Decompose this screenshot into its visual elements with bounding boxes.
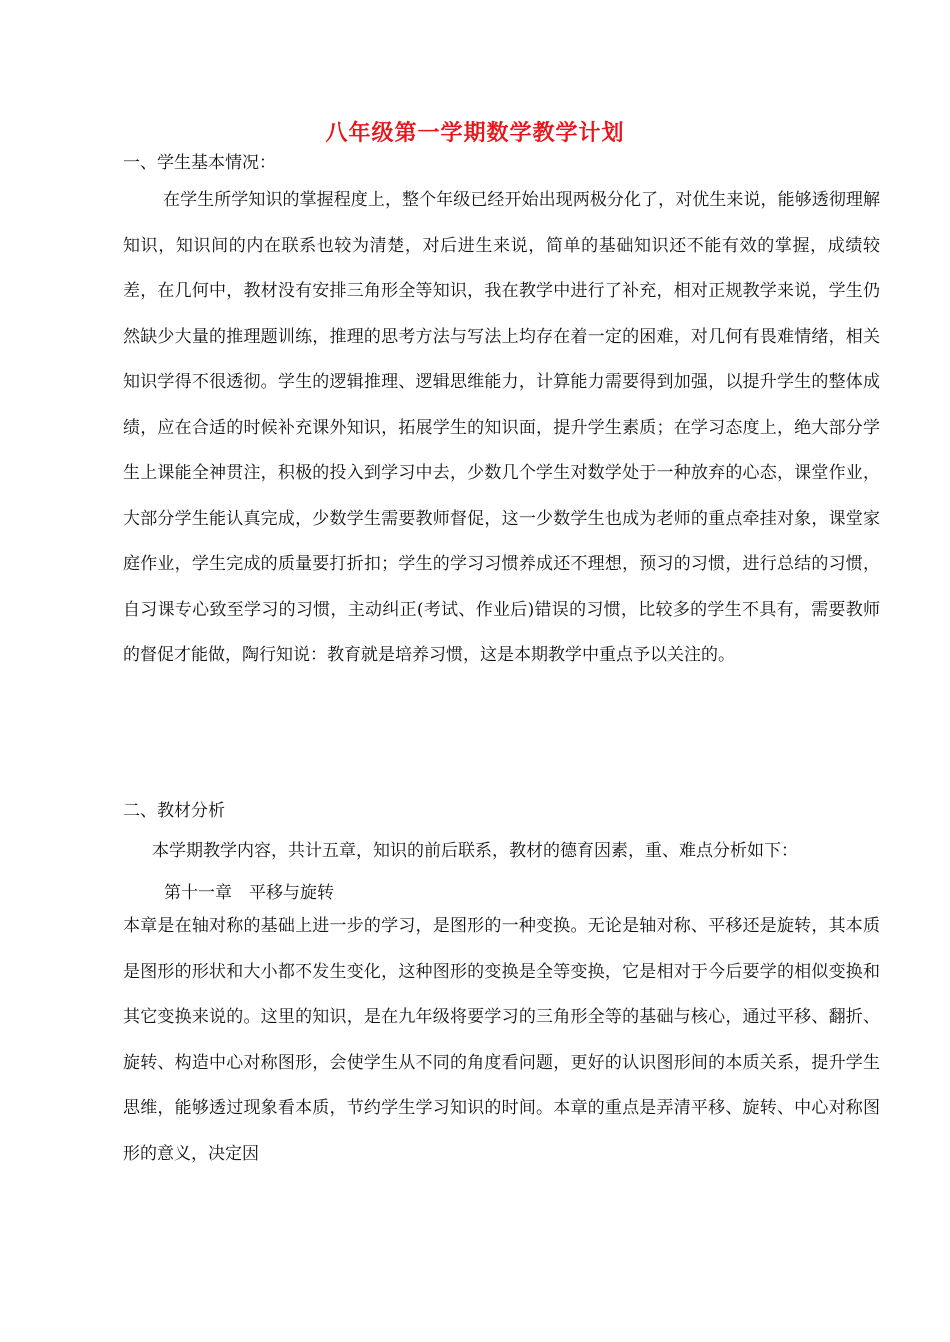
chapter-11-title: 第十一章 平移与旋转 [164, 883, 334, 903]
textbook-analysis-intro: 本学期教学内容，共计五章，知识的前后联系，教材的德育因素，重、难点分析如下： [152, 841, 798, 861]
chapter-11-paragraph: 本章是在轴对称的基础上进一步的学习，是图形的一种变换。无论是轴对称、平移还是旋转，其本质是图形的形状和大小都不发生变化，这种图形的变换是全等变换，它是相对于今后要学的相似变换和其它变换来说的。这里的知识，是在九年级将要学习的三角形全等的基础与核心，通过平移、翻折、旋转、构造中心对称图形，会使学生从不同的角度看问题，更好的认识图形间的本质关系，提升学生思维，能够透过现象看本质，节约学生学习知识的时间。本章的重点是弄清平移、旋转、中心对称图形的意义，决定因 [123, 916, 880, 1164]
student-situation-paragraph: 在学生所学知识的掌握程度上，整个年级已经开始出现两极分化了，对优生来说，能够透彻理解知识，知识间的内在联系也较为清楚，对后进生来说，简单的基础知识还不能有效的掌握，成绩较差，在几何中，教材没有安排三角形全等知识，我在教学中进行了补充，相对正规教学来说，学生仍然缺少大量的推理题训练，推理的思考方法与写法上均存在着一定的困难，对几何有畏难情绪，相关知识学得不很透彻。学生的逻辑推理、逻辑思维能力，计算能力需要得到加强，以提升学生的整体成绩，应在合适的时候补充课外知识，拓展学生的知识面，提升学生素质；在学习态度上，绝大部分学生上课能全神贯注，积极的投入到学习中去，少数几个学生对数学处于一种放弃的心态，课堂作业，大部分学生能认真完成，少数学生需要教师督促，这一少数学生也成为老师的重点牵挂对象，课堂家庭作业，学生完成的质量要打折扣；学生的学习习惯养成还不理想，预习的习惯，进行总结的习惯，自习课专心致至学习的习惯，主动纠正(考试、作业后)错误的习惯，比较多的学生不具有，需要教师的督促才能做，陶行知说：教育就是培养习惯，这是本期教学中重点予以关注的。 [123, 190, 880, 665]
document-title: 八年级第一学期数学教学计划 [325, 120, 625, 146]
section-heading-student-situation: 一、学生基本情况： [123, 153, 276, 173]
section-heading-textbook-analysis: 二、教材分析 [123, 801, 225, 821]
